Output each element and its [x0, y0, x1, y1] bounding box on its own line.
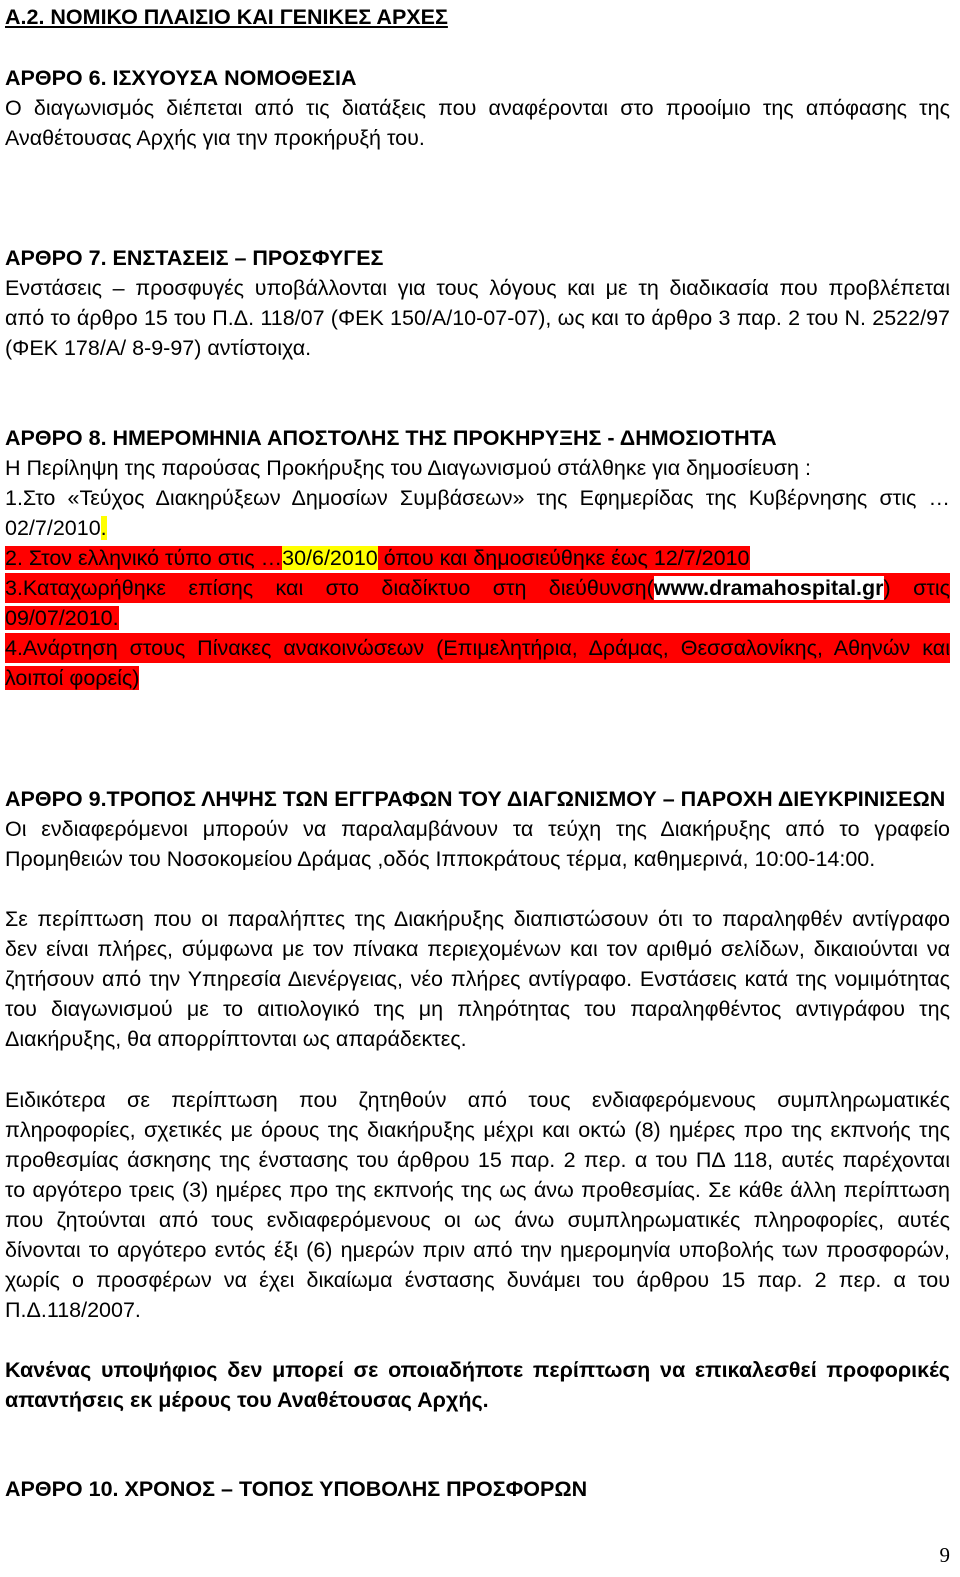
article-7-line-1: Ενστάσεις – προσφυγές υποβάλλονται για τους λόγους και με τη διαδικασία που προβλέπεται — [5, 276, 950, 300]
article-9-p3-line-8: Π.Δ.118/2007. — [5, 1298, 141, 1322]
item-4-text: λοιποί φορείς) — [5, 666, 140, 690]
section-title: Α.2. ΝΟΜΙΚΟ ΠΛΑΙΣΙΟ ΚΑΙ ΓΕΝΙΚΕΣ ΑΡΧΕΣ — [5, 5, 448, 29]
article-7-line-2: από το άρθρο 15 του Π.Δ. 118/07 (ΦΕΚ 150/Α/10-07-07), ως και το άρθρο 3 παρ. 2 του Ν. 2522/97 — [5, 306, 950, 330]
article-8-item-1-line-1: 1.Στο «Τεύχος Διακηρύξεων Δημοσίων Συμβάσεων» της Εφημερίδας της Κυβέρνησης στις … — [5, 486, 950, 510]
article-8-item-4-line-1: 4.Ανάρτηση στους Πίνακες ανακοινώσεων (Επιμελητήρια, Δράμας, Θεσσαλονίκης, Αθηνών και — [5, 633, 950, 663]
article-6-line-2: Αναθέτουσας Αρχής για την προκήρυξή του. — [5, 126, 425, 150]
item-2-text-b: όπου και δημοσιεύθηκε έως 12/7/2010 — [377, 546, 750, 570]
article-9-p2-line-3: ζητήσουν από την Υπηρεσία Διενέργειας, νέο πλήρες αντίγραφο. Ενστάσεις κατά της νομιμότητας — [5, 967, 950, 991]
article-8-intro: Η Περίληψη της παρούσας Προκήρυξης του Διαγωνισμού στάλθηκε για δημοσίευση : — [5, 456, 811, 480]
article-8-item-1-line-2 — [5, 513, 950, 543]
article-6-line-1: Ο διαγωνισμός διέπεται από τις διατάξεις που αναφέρονται στο προοίμιο της απόφασης της — [5, 96, 950, 120]
item-3-text-b: ) στις — [883, 576, 950, 600]
article-7-heading: ΑΡΘΡΟ 7. ΕΝΣΤΑΣΕΙΣ – ΠΡΟΣΦΥΓΕΣ — [5, 246, 384, 270]
article-9-p3-line-2: πληροφορίες, σχετικές με όρους της διακήρυξης μέχρι και οκτώ (8) ημέρες προ της εκπνοής της — [5, 1118, 950, 1142]
article-10-heading: ΑΡΘΡΟ 10. ΧΡΟΝΟΣ – ΤΟΠΟΣ ΥΠΟΒΟΛΗΣ ΠΡΟΣΦΟΡΩΝ — [5, 1477, 588, 1501]
article-9-p4-line-1: Κανένας υποψήφιος δεν μπορεί σε οποιαδήποτε περίπτωση να επικαλεσθεί προφορικές — [5, 1358, 950, 1382]
article-8-item-2 — [5, 543, 950, 573]
item-1-dot-highlight: . — [100, 516, 107, 540]
article-9-p3-line-6: δίνονται το αργότερο εντός έξι (6) ημερών πριν από την ημερομηνία υποβολής των προσφορών, — [5, 1238, 950, 1262]
article-9-p3-line-3: προθεσμίας άσκησης της ένστασης του άρθρου 15 παρ. 2 περ. α του ΠΔ 118, αυτές παρέχονται — [5, 1148, 950, 1172]
article-9-p2-line-1: Σε περίπτωση που οι παραλήπτες της Διακήρυξης διαπιστώσουν ότι το παραληφθέν αντίγραφο — [5, 907, 950, 931]
article-8-item-3-line-1 — [5, 573, 950, 603]
article-9-p2-line-4: του διαγωνισμού με το αιτιολογικό της μη πληρότητας του παραληφθέντος αντιγράφου της — [5, 997, 950, 1021]
item-2-text-a: 2. Στον ελληνικό τύπο στις … — [5, 546, 283, 570]
item-2-date-highlight: 30/6/2010 — [282, 546, 378, 570]
article-9-p1-line-1: Οι ενδιαφερόμενοι μπορούν να παραλαμβάνουν τα τεύχη της Διακήρυξης από το γραφείο — [5, 817, 950, 841]
item-3-url: www.dramahospital.gr — [653, 576, 884, 600]
article-8-heading: ΑΡΘΡΟ 8. ΗΜΕΡΟΜΗΝΙΑ ΑΠΟΣΤΟΛΗΣ ΤΗΣ ΠΡΟΚΗΡΥΞΗΣ - ΔΗΜΟΣΙΟΤΗΤΑ — [5, 426, 777, 450]
item-3-date: 09/07/2010. — [5, 606, 119, 630]
article-9-p3-line-5: που ζητούνται από τους ενδιαφερόμενους οι ως άνω συμπληρωματικές πληροφορίες, αυτές — [5, 1208, 950, 1232]
article-9-p3-line-4: το αργότερο τρεις (3) ημέρες προ της εκπνοής της ως άνω προθεσμίας. Σε κάθε άλλη περίπτωση — [5, 1178, 950, 1202]
article-9-heading: ΑΡΘΡΟ 9.ΤΡΟΠΟΣ ΛΗΨΗΣ ΤΩΝ ΕΓΓΡΑΦΩΝ ΤΟΥ ΔΙΑΓΩΝΙΣΜΟΥ – ΠΑΡΟΧΗ ΔΙΕΥΚΡΙΝΙΣΕΩΝ — [5, 787, 946, 811]
article-8-item-3-line-2 — [5, 603, 950, 633]
article-9-p2-line-2: δεν είναι πλήρες, σύμφωνα με τον πίνακα περιεχομένων και τον αριθμό σελίδων, δικαιούνται να — [5, 937, 950, 961]
article-9-p3-line-1: Ειδικότερα σε περίπτωση που ζητηθούν από τους ενδιαφερόμενους συμπληρωματικές — [5, 1088, 950, 1112]
article-8-item-4-line-2 — [5, 663, 950, 693]
article-9-p1-line-2: Προμηθειών του Νοσοκομείου Δράμας ,οδός Ιπποκράτους τέρμα, καθημερινά, 10:00-14:00. — [5, 847, 876, 871]
page-number: 9 — [939, 1543, 950, 1567]
article-9-p4-line-2: απαντήσεις εκ μέρους του Αναθέτουσας Αρχής. — [5, 1388, 489, 1412]
item-1-date: 02/7/2010 — [5, 516, 101, 540]
item-3-text-a: 3.Καταχωρήθηκε επίσης και στο διαδίκτυο στη διεύθυνση( — [5, 576, 654, 600]
article-6-heading: ΑΡΘΡΟ 6. ΙΣΧΥΟΥΣΑ ΝΟΜΟΘΕΣΙΑ — [5, 66, 357, 90]
article-7-line-3: (ΦΕΚ 178/Α/ 8-9-97) αντίστοιχα. — [5, 336, 312, 360]
article-9-p3-line-7: χωρίς ο προσφέρων να έχει δικαίωμα ένστασης δυνάμει του άρθρου 15 παρ. 2 περ. α του — [5, 1268, 950, 1292]
article-9-p2-line-5: Διακήρυξης, θα απορρίπτονται ως απαράδεκτες. — [5, 1027, 467, 1051]
